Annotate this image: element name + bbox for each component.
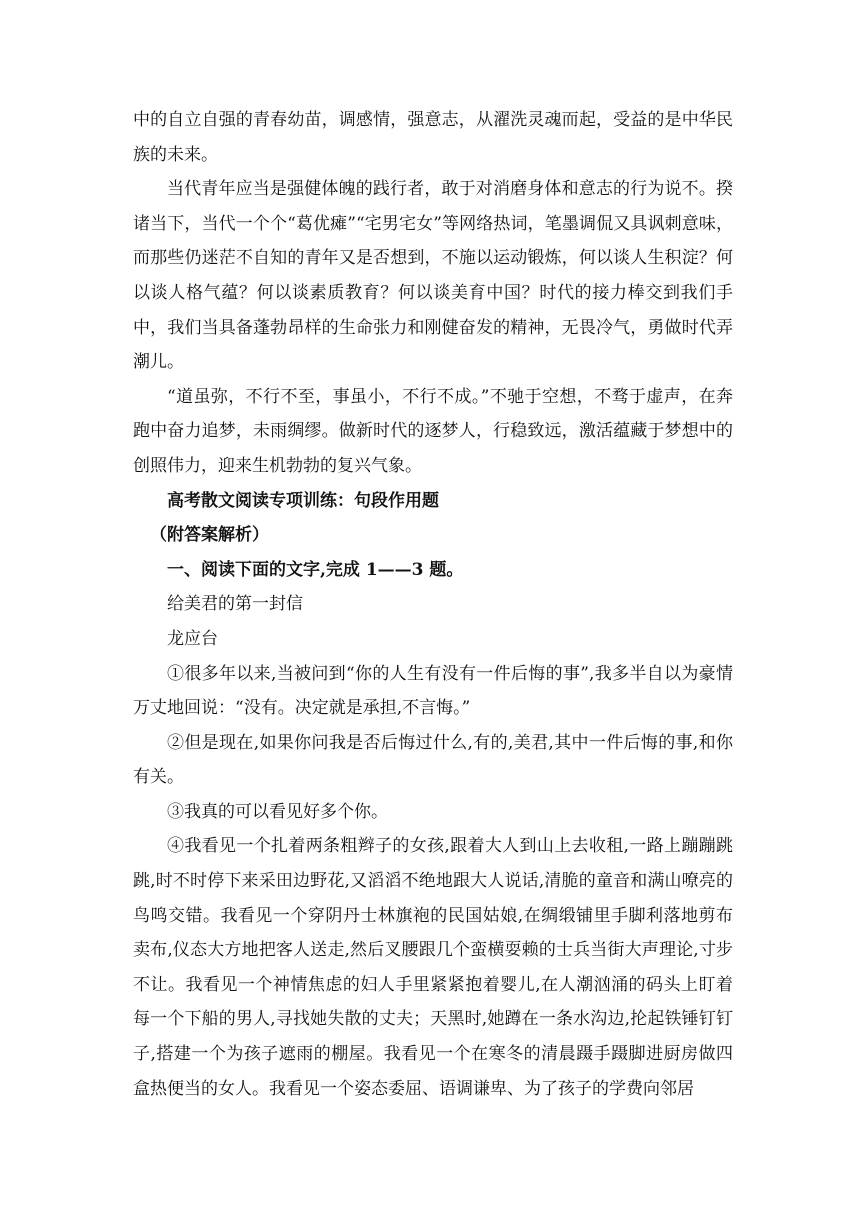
article-paragraph-4: ④我看见一个扎着两条粗辫子的女孩,跟着大人到山上去收租,一路上蹦蹦跳跳,时不时停下来采田边野花,又滔滔不绝地跟大人说话,清脆的童音和满山嘹亮的鸟鸣交错。我看见一个穿阴丹士林旗袍的民国姑娘,在绸缎铺里手脚利落地剪布卖布,仪态大方地把客人送走,然后叉腰跟几个蛮横耍赖的士兵当街大声理论,寸步不让。我看见一个神情焦虑的妇人手里紧紧抱着婴儿,在人潮汹涌的码头上盯着每一个下船的男人,寻找她失散的丈夫；天黑时,她蹲在一条水沟边,抡起铁锤钉钉子,搭建一个为孩子遮雨的棚屋。我看见一个在寒冬的清晨蹑手蹑脚进厨房做四盒热便当的女人。我看见一个姿态委屈、语调谦卑、为了孩子的学费向邻居	[133, 836, 733, 1099]
paragraph-physical-strength: 当代青年应当是强健体魄的践行者，敢于对消磨身体和意志的行为说不。揆诸当下，当代一个个“葛优瘫”“宅男宅女”等网络热词，笔墨调侃又具讽刺意味，而那些仍迷茫不自知的青年又是否想到，不施以运动锻炼，何以谈人生积淀？何以谈人格气蕴？何以谈素质教育？何以谈美育中国？时代的接力棒交到我们手中，我们当具备蓬勃昂样的生命张力和刚健奋发的精神，无畏冷气，勇做时代弄潮儿。	[133, 179, 733, 373]
section-title: 高考散文阅读专项训练：句段作用题	[167, 490, 439, 511]
paragraph-dream-chaser: “道虽弥，不行不至，事虽小，不行不成。”不驰于空想，不骛于虚声，在奔跑中奋力追梦，未雨绸缪。做新时代的逐梦人，行稳致远，激活蕴藏于梦想中的创照伟力，迎来生机勃勃的复兴气象。	[133, 386, 733, 476]
article-paragraph-3: ③我真的可以看见好多个你。	[167, 801, 388, 822]
article-author: 龙应台	[167, 628, 218, 649]
paragraph-youth-closing: 中的自立自强的青春幼苗，调感情，强意志，从濯洗灵魂而起，受益的是中华民族的未来。	[133, 110, 733, 165]
article-paragraph-2: ②但是现在,如果你问我是否后悔过什么,有的,美君,其中一件后悔的事,和你有关。	[133, 732, 733, 788]
document-body	[133, 103, 733, 1106]
question-instruction: 一、阅读下面的文字,完成 1——3 题。	[167, 559, 464, 580]
section-subtitle: （附答案解析）	[150, 525, 269, 546]
article-title: 给美君的第一封信	[167, 594, 303, 615]
article-paragraph-1: ①很多年以来,当被问到“你的人生有没有一件后悔的事”,我多半自以为豪情万丈地回说：“没有。决定就是承担,不言悔。”	[133, 663, 733, 719]
